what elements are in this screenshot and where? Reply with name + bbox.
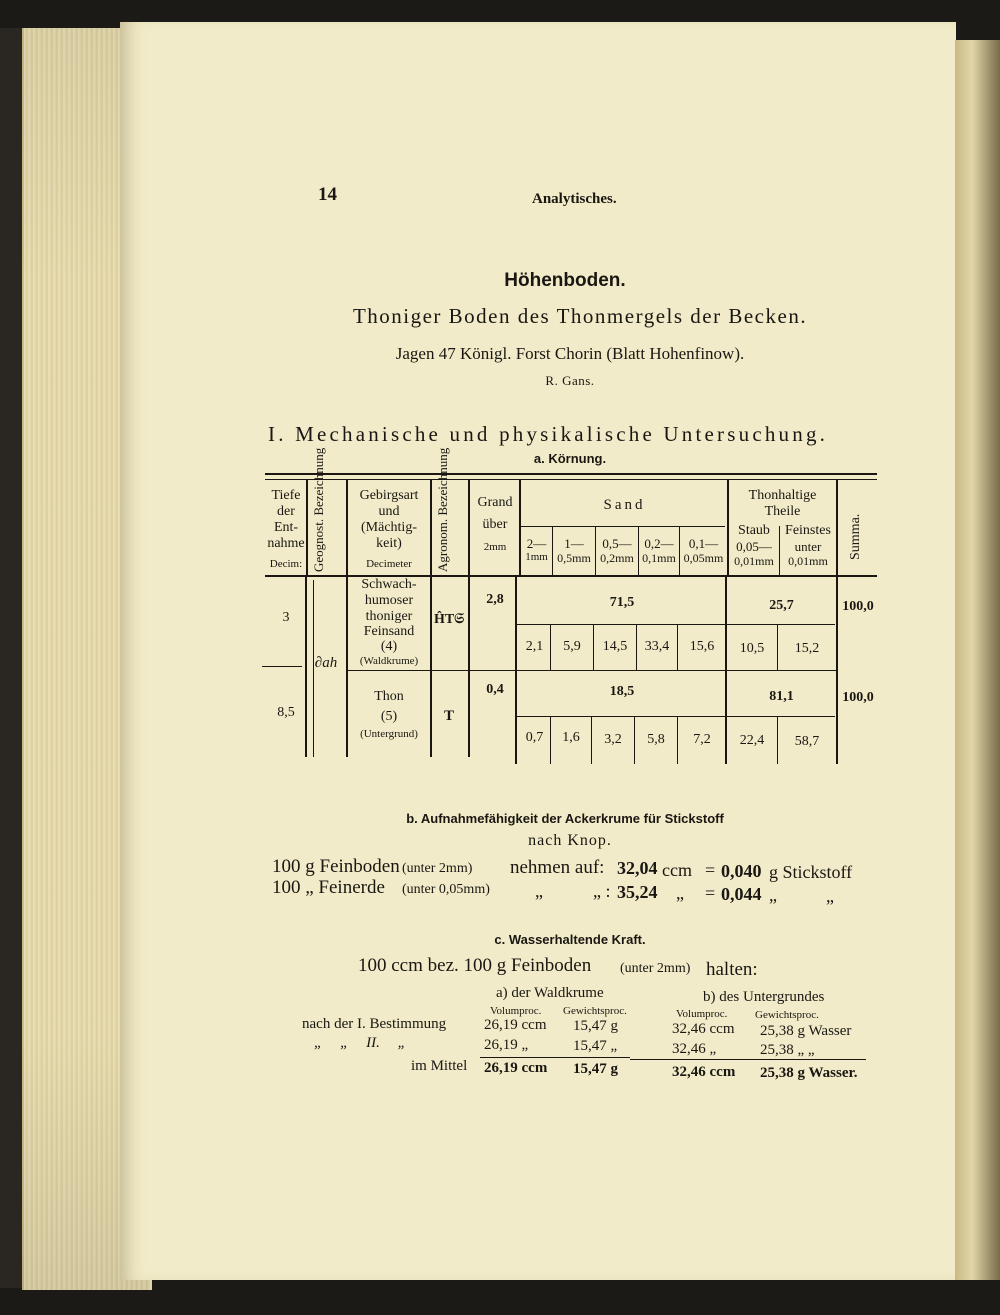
page-title: Höhenboden. [504, 270, 626, 291]
b2-ccm-value: 35,24 [617, 882, 658, 902]
table-col-line [595, 526, 596, 576]
hdr-grand-1: Grand [477, 495, 513, 510]
b1-g-unit: g Stickstoff [769, 862, 853, 882]
c-row1-label: nach der I. Bestimmung [302, 1016, 447, 1032]
b1-range: (unter 2mm) [402, 861, 473, 876]
row2-gebirgsart-1: Thon [374, 689, 404, 704]
b2-ditto-2: „ : [593, 881, 611, 901]
row1-sand-2: 5,9 [563, 639, 581, 654]
row1-gebirgsart-1: Schwach- [361, 577, 417, 592]
hdr-sand-col2-b: 0,5mm [557, 551, 591, 565]
c-intro-verb: halten: [706, 959, 758, 980]
geognost-symbol: ∂ah [314, 655, 338, 671]
c-a-volumproc: Volumproc. [490, 1005, 542, 1017]
hdr-grand-unit: 2mm [483, 541, 507, 553]
row1-gebirgsart-3: thoniger [365, 609, 413, 624]
hdr-tiefe-4: nahme [267, 536, 305, 551]
row2-grand: 0,4 [486, 682, 504, 697]
c-intro-text: 100 ccm bez. 100 g Feinboden [358, 955, 592, 976]
c-row1-b-gew: 25,38 g Wasser [760, 1023, 852, 1039]
section-1-heading: I. Mechanische und physikalische Untersuchung. [268, 422, 829, 446]
row2-staub: 22,4 [739, 733, 765, 748]
c-row1-a-gew: 15,47 g [573, 1018, 618, 1034]
hdr-tiefe-unit: Decim: [269, 558, 303, 570]
b2-ditto-4: „ [769, 885, 777, 905]
b2-equals: = [705, 883, 716, 903]
c-row2-b-gew: 25,38 „ „ [760, 1042, 815, 1058]
author-line: R. Gans. [545, 373, 595, 388]
row2-tiefe: 8,5 [277, 705, 295, 720]
table-rule [517, 716, 835, 717]
table-col-line [552, 526, 553, 576]
c-row2-a-gew: 15,47 „ [573, 1038, 618, 1054]
hdr-gebirgsart-2: und [378, 504, 400, 519]
section-b-subheading: nach Knop. [528, 832, 612, 849]
c-intro-range: (unter 2mm) [620, 961, 691, 976]
hdr-feinstes-1: Feinstes [785, 523, 831, 538]
b2-ditto-5: „ [826, 886, 834, 906]
c-row2-a-vol: 26,19 „ [484, 1037, 529, 1053]
row2-sand-5: 7,2 [693, 732, 711, 747]
c-mittel-label: im Mittel [411, 1058, 468, 1074]
hdr-tiefe-1: Tiefe [271, 488, 301, 503]
b1-verb: nehmen auf: [510, 857, 605, 878]
table-rule [265, 479, 877, 480]
hdr-gebirgsart-unit: Decimeter [366, 558, 412, 570]
row1-grand: 2,8 [486, 592, 504, 607]
hdr-thonhaltige-2: Theile [764, 504, 801, 519]
c-mittel-a-vol: 26,19 ccm [484, 1060, 548, 1076]
hdr-thonhaltige-1: Thonhaltige [748, 488, 817, 503]
hdr-sand-col1-a: 2— [526, 536, 547, 551]
row1-sand-5: 15,6 [689, 639, 715, 654]
hdr-feinstes-2: unter [794, 539, 822, 554]
hdr-geognost: Geognost. Bezeichnung [311, 447, 326, 572]
row1-gebirgsart-2: humoser [364, 593, 414, 608]
row1-sand-1: 2,1 [525, 639, 544, 654]
row1-tiefe: 3 [282, 610, 290, 625]
row2-sand-1: 0,7 [525, 730, 544, 745]
hdr-sand-col1-b: 1mm [525, 551, 548, 563]
row1-sand-4: 33,4 [644, 639, 670, 654]
b2-range: (unter 0,05mm) [402, 882, 490, 897]
section-c-heading: c. Wasserhaltende Kraft. [494, 932, 646, 947]
hdr-gebirgsart-4: keit) [376, 536, 402, 551]
hdr-sand-col4-b: 0,1mm [642, 551, 676, 565]
table-rule [517, 624, 835, 625]
c-row1-a-vol: 26,19 ccm [484, 1017, 547, 1033]
b1-subject: 100 g Feinboden [272, 856, 400, 877]
row1-thon-total: 25,7 [769, 598, 794, 613]
page-number: 14 [318, 184, 337, 205]
row2-sand-4: 5,8 [647, 732, 665, 747]
hdr-sand-col5-a: 0,1— [688, 536, 719, 551]
b1-equals: = [705, 860, 716, 880]
c-mittel-b-gew: 25,38 g Wasser. [760, 1065, 858, 1081]
b2-subject: 100 „ Feinerde [272, 877, 385, 898]
row2-sand-3: 3,2 [604, 732, 622, 747]
row1-gebirgsart-4: Feinsand [363, 624, 415, 639]
row2-gebirgsart-2: (5) [380, 709, 398, 724]
row2-agronom: T [443, 708, 454, 724]
table-col-line [836, 479, 838, 764]
c-mittel-a-gew: 15,47 g [573, 1061, 618, 1077]
hdr-sand-col4-a: 0,2— [644, 536, 674, 551]
c-sum-rule-b [630, 1059, 866, 1060]
row1-staub: 10,5 [739, 641, 765, 656]
hdr-sand-col3-b: 0,2mm [600, 551, 634, 565]
hdr-gebirgsart-1: Gebirgsart [359, 488, 419, 503]
row1-sand-total: 71,5 [609, 595, 635, 610]
facing-page-shadow [972, 40, 1000, 1280]
hdr-tiefe-3: Ent- [273, 520, 299, 535]
hdr-sand: Sand [603, 497, 646, 513]
hdr-sand-col2-a: 1— [564, 536, 584, 551]
hdr-agronom: Agronom. Bezeichnung [435, 447, 450, 572]
hdr-feinstes-3: 0,01mm [788, 554, 828, 568]
c-row1-b-vol: 32,46 ccm [672, 1021, 735, 1037]
hdr-grand-2: über [482, 517, 508, 532]
row2-sand-total: 18,5 [609, 684, 635, 699]
hdr-sand-col5-b: 0,05mm [683, 551, 724, 565]
table-rule [347, 670, 837, 671]
c-a-gewichtsproc: Gewichtsproc. [563, 1005, 627, 1017]
location-line: Jagen 47 Königl. Forst Chorin (Blatt Hohenfinow). [395, 344, 745, 363]
table-col-line [679, 526, 680, 576]
hdr-gebirgsart-3: (Mächtig- [361, 520, 417, 535]
b1-ccm-unit: ccm [662, 860, 692, 880]
b2-ditto-1: „ [535, 881, 543, 901]
b2-g-value: 0,044 [721, 884, 762, 904]
hdr-staub-1: Staub [738, 523, 770, 538]
c-mittel-b-vol: 32,46 ccm [672, 1064, 736, 1080]
row2-gebirgsart-note: (Untergrund) [360, 728, 418, 740]
row2-feinstes: 58,7 [794, 734, 820, 749]
running-head: Analytisches. [532, 191, 617, 207]
hdr-summa: Summa. [848, 513, 863, 560]
c-row2-b-vol: 32,46 „ [672, 1041, 717, 1057]
hdr-staub-3: 0,01mm [734, 554, 774, 568]
b2-ditto-3: „ [676, 883, 684, 903]
table-col-line [638, 526, 639, 576]
page-subtitle: Thoniger Boden des Thonmergels der Becken. [352, 304, 808, 328]
row1-summa: 100,0 [842, 599, 874, 614]
c-sum-rule-a [480, 1057, 630, 1058]
c-b-gewichtsproc: Gewichtsproc. [755, 1009, 819, 1021]
c-row2-label: „ „ II. „ [314, 1035, 407, 1051]
c-b-volumproc: Volumproc. [676, 1008, 728, 1020]
row1-agronom: ĤT𝔖 [433, 612, 465, 627]
row1-gebirgsart-5: (4) [380, 639, 398, 654]
hdr-sand-col3-a: 0,5— [602, 536, 632, 551]
table-rule [265, 575, 877, 577]
table-rule [262, 666, 302, 667]
b1-ccm-value: 32,04 [617, 858, 658, 878]
b1-g-value: 0,040 [721, 861, 762, 881]
table-rule [265, 473, 877, 475]
hdr-tiefe-2: der [277, 504, 295, 519]
row2-thon-total: 81,1 [769, 689, 794, 704]
section-b-heading: b. Aufnahmefähigkeit der Ackerkrume für Stickstoff [406, 811, 724, 826]
row1-gebirgsart-note: (Waldkrume) [359, 655, 419, 667]
row2-sand-2: 1,6 [562, 730, 580, 745]
c-col-b-header: b) des Untergrundes [703, 989, 825, 1005]
hdr-staub-2: 0,05— [736, 539, 772, 554]
section-1a-heading: a. Körnung. [533, 451, 607, 466]
row1-feinstes: 15,2 [794, 641, 820, 656]
c-col-a-header: a) der Waldkrume [496, 985, 604, 1001]
row2-summa: 100,0 [842, 690, 874, 705]
row1-sand-3: 14,5 [602, 639, 628, 654]
